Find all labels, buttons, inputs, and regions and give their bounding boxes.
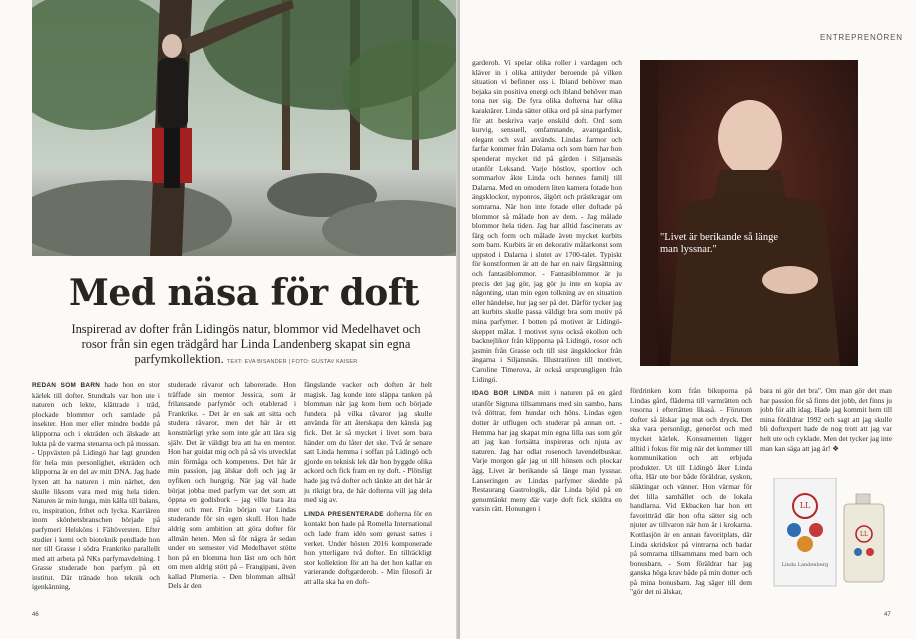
right-page [460, 0, 916, 639]
right-column-3 [760, 386, 892, 453]
portrait-photo [640, 60, 858, 366]
column-text: studerade råvaror och laborerade. Hon träffade sin mentor Jessica, som är frilansande parfymör och etablerad i Frankrike. - Det är en sak att sitta och studera råvaror, men det här är ett konstnärligt yrke som inte går att lära sig själv. Det är väldigt bra att ha en mentor. Hon har guidat mig och på så vis utvecklat min förmåga och kompetens. Det här är min passion, jag älskar doft och jag är nyfiken och hungrig. När jag väl hade börjat jobba med parfym var det som att öppna en godisburk – jag ville bara äta mer och mer. Från början var Lindas studerande för sin egen skull. Hon hade aldrig som ambition att göra dofter för allmän heten. Men så för några år sedan under en semester vid Medelhavet stötte hon på en blomma hon läst om och hört om men aldrig stött på – Frangipani, även kallad Plumeria. - Den blomman alltså! Dels är den [168, 380, 296, 591]
column-text: garderob. Vi spelar olika roller i vardagen och kläver in i olika attityder beroende på vilken situation vi befinner oss i. Ibland behöver man bejaka sin positiva energi och ibland behöver man tona ner sig. De fyra olika dofterna har olika karaktärer. Linda sätter olika ord på sina parfymer för att beskriva varje enskild doft. Ord som kurvig, sensuell, omfamnande, avantgardisk, elegant och sval används. Lindas farmor och farfar kommer från Dalarna och som barn har hon spenderat mycket tid på gården i Siljansnäs utanför Leksand. Varje höstlov, sportlov och sommarlov åkte Linda och hennes familj till Dalarna. Med en omodern liten kamera fotade hon ängsklockor, nyponros, älgört och prästkragar om somrarna. När hon inte fotade eller doftade på blommor så målade hon av dem. - Jag målade blommor hela tiden. Jag har alltid fascinerats av färg och form och målade även mycket kurbits som barn. Kurbits är en dekorativ målarkonst som uppstod i Dalarna i slutet av 1700-talet. Typiskt för konstformen är att de har en naiv färgsättning och fantasiblommor. - Fantasiblommor är ju precis det jag gör, jag gör ju inte en kopia av någonting, utan min egen tolkning av en situation eller händelse, hur jag ser på det. Därför tycker jag att kurbits skulle passa väldigt bra som motiv på mina parfymer. I botten på motivet är Lidingö-skeppet målat. I motivet syns också ekollon och backnejlikor från klipporna på Lidingö, rosor och jasmin från Grasse och till sist ängsklockor från ängarna i Siljansnäs. Illustratören till motivet, Caroline Timerova, är också ursprungligen från Lidingö. [472, 58, 623, 384]
lead-text: Inspirerad av dofter från Lidingös natur, blommor vid Medelhavet och rosor från sin egen trädgård har Linda Landenberg skapat sin egna parfymkollektion. [71, 322, 421, 366]
box-brand-text: Linda Landenberg [781, 562, 829, 568]
section-label: ENTREPRENÖREN [820, 33, 903, 42]
column-label: IDAG BOR LINDA [472, 390, 535, 398]
page-number-right: 47 [884, 612, 891, 618]
pull-quote: "Livet är berikande så länge man lyssnar." [660, 232, 778, 255]
column-text: fördrinken kom från bikuporna på Lindas gård, fläderna till varmrätten och rosorna i efterrätten likaså. - Förutom dofter så älskar jag mat och dryck. Det ska vara personligt, generöst och med mycket kärlek. Konsumenten ligger alltid i fokus för mig när det kommer till kommunikation och att erbjuda produkter. Ut till Lidingö åker Linda ofta. Här ute bor både föräldrar, syskon, släktingar och vänner. Hon värmar för det lilla samhället och de lokala handlarna. Vid Ekbacken har hon ett favoritträd där hon ofta sätter sig och njuter av tillvaron när hon är i krokarna. Kottlasjön är en annan favoritplats, där Linda skridskor på vintrarna och badar på somrarna tillsammans med barn och bonusbarn. - Som föräldrar har jag ganska höga krav både på min dotter och på mina bonusbarn. Jag säger till dem "gör det ni älskar, [630, 386, 752, 597]
photo-credit: TEXT: EVA BISANDER | FOTO: GUSTAV KAISER [226, 359, 358, 365]
left-column-2 [168, 380, 296, 591]
column-label: LINDA PRESENTERADE [304, 510, 384, 518]
column-text: hade hon en stor kärlek till dofter. Stundtals var hon ute i naturen och lekte, klättrade i träd, plockade blommor och samlade på insekter. Hon mer eller mindre bodde på klipporna och i ekträden och älskade att lukta på de varma stenarna och på mossan. - Uppväxten på Lidingö har lagt grunden för hela min personlighet, ekträden och klipporna är en del av mitt DNA. Jag hade lyxen att ha naturen i min närhet, den skulle liksom vara med mig hela tiden. Naturen är min lunga, min källa till balans, ro, inspiration, frihet och lycka. Karriären inom skönhetsbranschen började på parfymeri Helsköns i Fältöversten. Efter studier i kemi och bioteknik pendlade hon ner till Grasse i södra Frankrike parallellt med att arbeta på NKs parfymavdelning. I Grasse studerade hon parfym på ett institut. Där tränade hon teknik och igenkänning, [32, 380, 160, 592]
column-text: bara ni gör det bra". Om man gör det man har passion för så finns det jobb, det finns ju jobb för allt idag. Hade jag kommit hem till mina föräldrar 1992 och sagt att jag skulle bli doftexpert hade de nog trott att jag var helt ute och cyklade. Men det tycker jag inte man kan säga att jag är! ❖ [760, 386, 892, 453]
column-text: dofterna för en kontakt hon hade på Romella International och lade fram idén som genast sattes i verket. Under hösten 2016 komponerade hon ytterligare två dofter. En tillräckligt stor kollektion för att ha det hon kallar en varierande doftgarderob. - Min filosofi är att alla ska ha en doft- [304, 508, 432, 586]
left-column-1 [32, 380, 160, 592]
column-text: fängslande vacker och doften är helt magisk. Jag kunde inte släppa tanken på blomman när jag kom hem och började fundera på vilka råvaror jag skulle använda för att återskapa den känsla jag fick. Det är så mycket i livet som bara händer om du låter det ske. Två år senare satt Linda hemma i soffan på Lidingö och gjorde en teknisk lek där hon byggde olika ackord och fick fram en ny doft. - Plötsligt hade jag två dofter och tänkte att det här är ju riktigt bra, de här dofterna vill jag dela med sig av. [304, 380, 432, 505]
right-column-1 [472, 58, 622, 514]
forest-photo [32, 0, 456, 256]
article-title: Med näsa för doft [69, 272, 419, 314]
left-column-3 [304, 380, 432, 586]
box-monogram: LL [799, 501, 811, 510]
right-column-2 [630, 386, 752, 597]
bottle-monogram: LL [860, 531, 868, 538]
perfume-product-image [772, 478, 902, 588]
column-text: mitt i naturen på en gård utanför Sigtuna tillsammans med sin sambo, hans två döttrar, fem hundar och höns. Lindas egen dotter är utflugen och studerar på annan ort. - Hemma har jag skapat min egna lilla oas som gör att jag kan fortsätta inspireras och njuta av naturen. Jag har odlat rosenoch lavendelbuskar. Varje morgon går jag ut till hönsen och plockar ägg. Livet är berikande så länge man lyssnar. Lanseringen av Lindas parfymer skedde på Restaurang Gastrologik, där Linda bjöd på en genomtänkt meny där varje doft fick skildra en varsin rätt. Honungen i [472, 388, 622, 514]
article-lead [66, 322, 426, 370]
page-number-left: 46 [32, 612, 39, 618]
column-label: REDAN SOM BARN [32, 382, 101, 389]
